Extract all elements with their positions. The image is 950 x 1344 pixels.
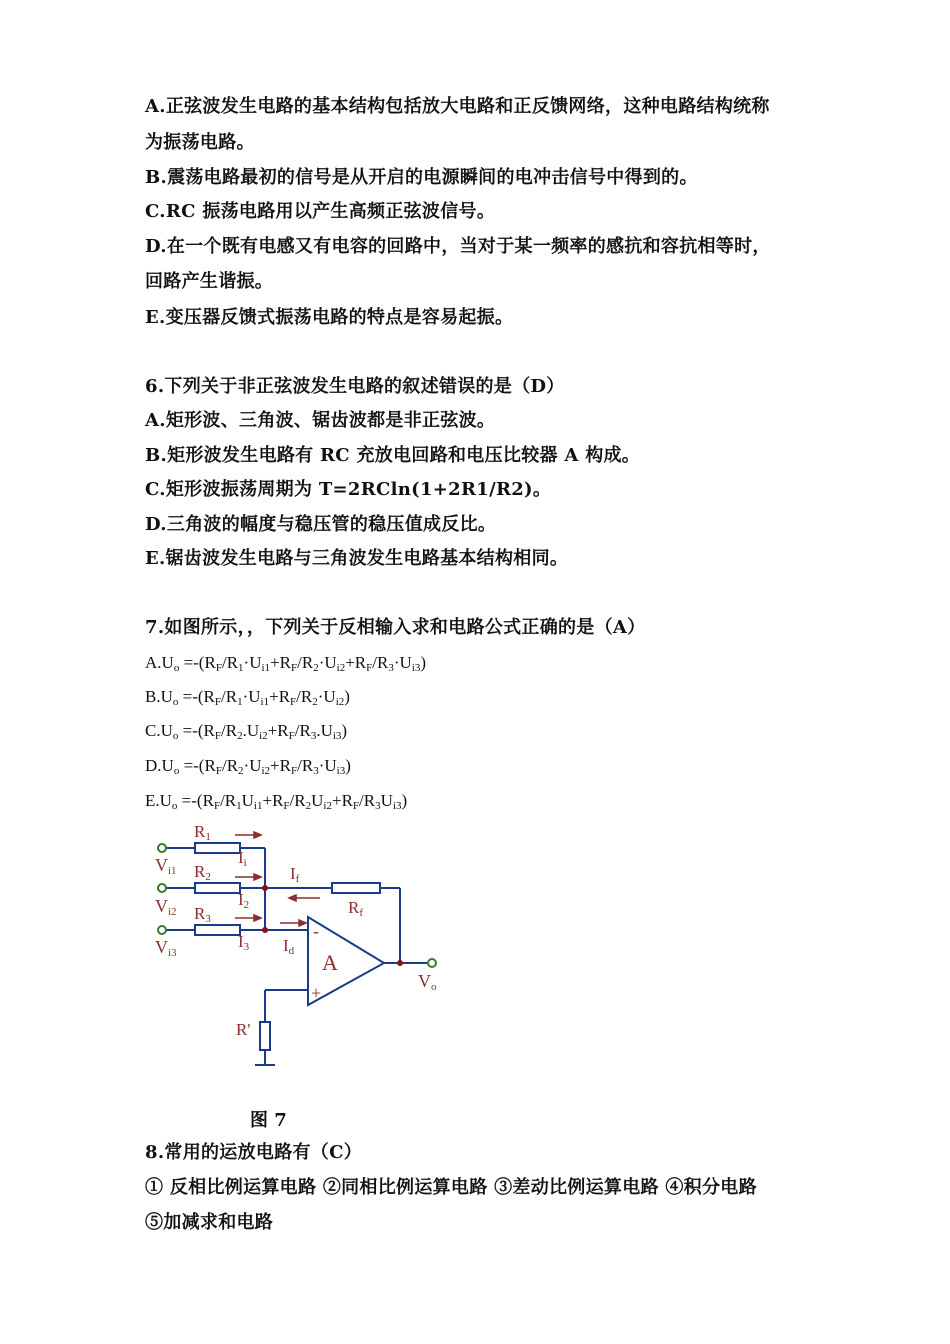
- q5-option-e: E.变压器反馈式振荡电路的特点是容易起振。: [145, 307, 514, 328]
- q5-option-c: C.RC 振荡电路用以产生高频正弦波信号。: [145, 201, 496, 222]
- terminal-vi1: [158, 844, 166, 852]
- terminal-vi3: [158, 926, 166, 934]
- terminal-vi2: [158, 884, 166, 892]
- resistor-rprime: [260, 1022, 270, 1050]
- label-minus: -: [313, 921, 319, 941]
- q5-option-b: B.震荡电路最初的信号是从开启的电源瞬间的电冲击信号中得到的。: [145, 167, 698, 188]
- q8-items-line2: ⑤加减求和电路: [145, 1212, 274, 1233]
- q7-formula-a: $A.U_o =-(R_F/R_1\cdot U_{i1}+R_F/R_2\cdot U_{i2}+R_F/R_3\cdot U_{i3})$: [145, 653, 427, 674]
- label-if: If: [290, 864, 300, 885]
- terminal-vo: [428, 959, 436, 967]
- q8-items-line1: ① 反相比例运算电路 ②同相比例运算电路 ③差动比例运算电路 ④积分电路: [145, 1177, 757, 1198]
- junction-node-bottom: [262, 927, 268, 933]
- q7-formula-d: $D.U_o =-(R_F/R_2\cdot U_{i2}+R_F/R_3\cdot U_{i3})$: [145, 756, 351, 777]
- label-vo: Vo: [418, 971, 437, 993]
- resistor-r1: [195, 843, 240, 853]
- q6-option-c: C.矩形波振荡周期为 T=2RCln(1+2R1/R2)。: [145, 479, 552, 500]
- q6-option-b: B.矩形波发生电路有 RC 充放电回路和电压比较器 A 构成。: [145, 445, 641, 466]
- q7-formula-c: $C.U_o =-(R_F/R_2.U_{i2}+R_F/R_3.U_{i3})$: [145, 721, 348, 742]
- label-plus: +: [311, 983, 322, 1003]
- label-ii: Ii: [238, 848, 247, 869]
- q5-option-d-line2: 回路产生谐振。: [145, 271, 274, 292]
- junction-node-output: [397, 960, 403, 966]
- figure-caption: 图 7: [250, 1110, 287, 1131]
- q5-option-a-line2: 为振荡电路。: [145, 132, 255, 153]
- label-r3: R3: [194, 904, 211, 925]
- inverting-summing-amplifier-diagram: [150, 815, 460, 1075]
- label-vi2: Vi2: [155, 896, 177, 918]
- label-id: Id: [283, 936, 295, 957]
- label-vi3: Vi3: [155, 937, 177, 959]
- label-r2: R2: [194, 862, 211, 883]
- q7-formula-e: $E.U_o =-(R_F/R_1U_{i1}+R_F/R_2U_{i2}+R_F/R_3U_{i3})$: [145, 791, 408, 812]
- resistor-r3: [195, 925, 240, 935]
- label-rprime: R': [236, 1020, 251, 1039]
- label-rf: Rf: [348, 898, 364, 919]
- q5-option-a-line1: A.正弦波发生电路的基本结构包括放大电路和正反馈网络，这种电路结构统称: [145, 96, 770, 117]
- resistor-r2: [195, 883, 240, 893]
- q6-question: 6.下列关于非正弦波发生电路的叙述错误的是（D）: [145, 376, 565, 397]
- label-r1: R1: [194, 822, 211, 843]
- q6-option-a: A.矩形波、三角波、锯齿波都是非正弦波。: [145, 410, 496, 431]
- q8-question: 8.常用的运放电路有（C）: [145, 1142, 363, 1163]
- q6-option-d: D.三角波的幅度与稳压管的稳压值成反比。: [145, 514, 497, 535]
- q7-question: 7.如图所示，，下列关于反相输入求和电路公式正确的是（A）: [145, 617, 646, 638]
- junction-node-top: [262, 885, 268, 891]
- q7-formula-b: $B.U_o =-(R_F/R_1\cdot U_{i1}+R_F/R_2\cdot U_{i2})$: [145, 687, 350, 708]
- resistor-rf: [332, 883, 380, 893]
- label-i3: I3: [238, 932, 250, 953]
- label-amp-a: A: [322, 950, 338, 975]
- q5-option-d-line1: D.在一个既有电感又有电容的回路中，当对于某一频率的感抗和容抗相等时，: [145, 236, 771, 257]
- label-i2: I2: [238, 890, 250, 911]
- q6-option-e: E.锯齿波发生电路与三角波发生电路基本结构相同。: [145, 548, 569, 569]
- label-vi1: Vi1: [155, 855, 177, 877]
